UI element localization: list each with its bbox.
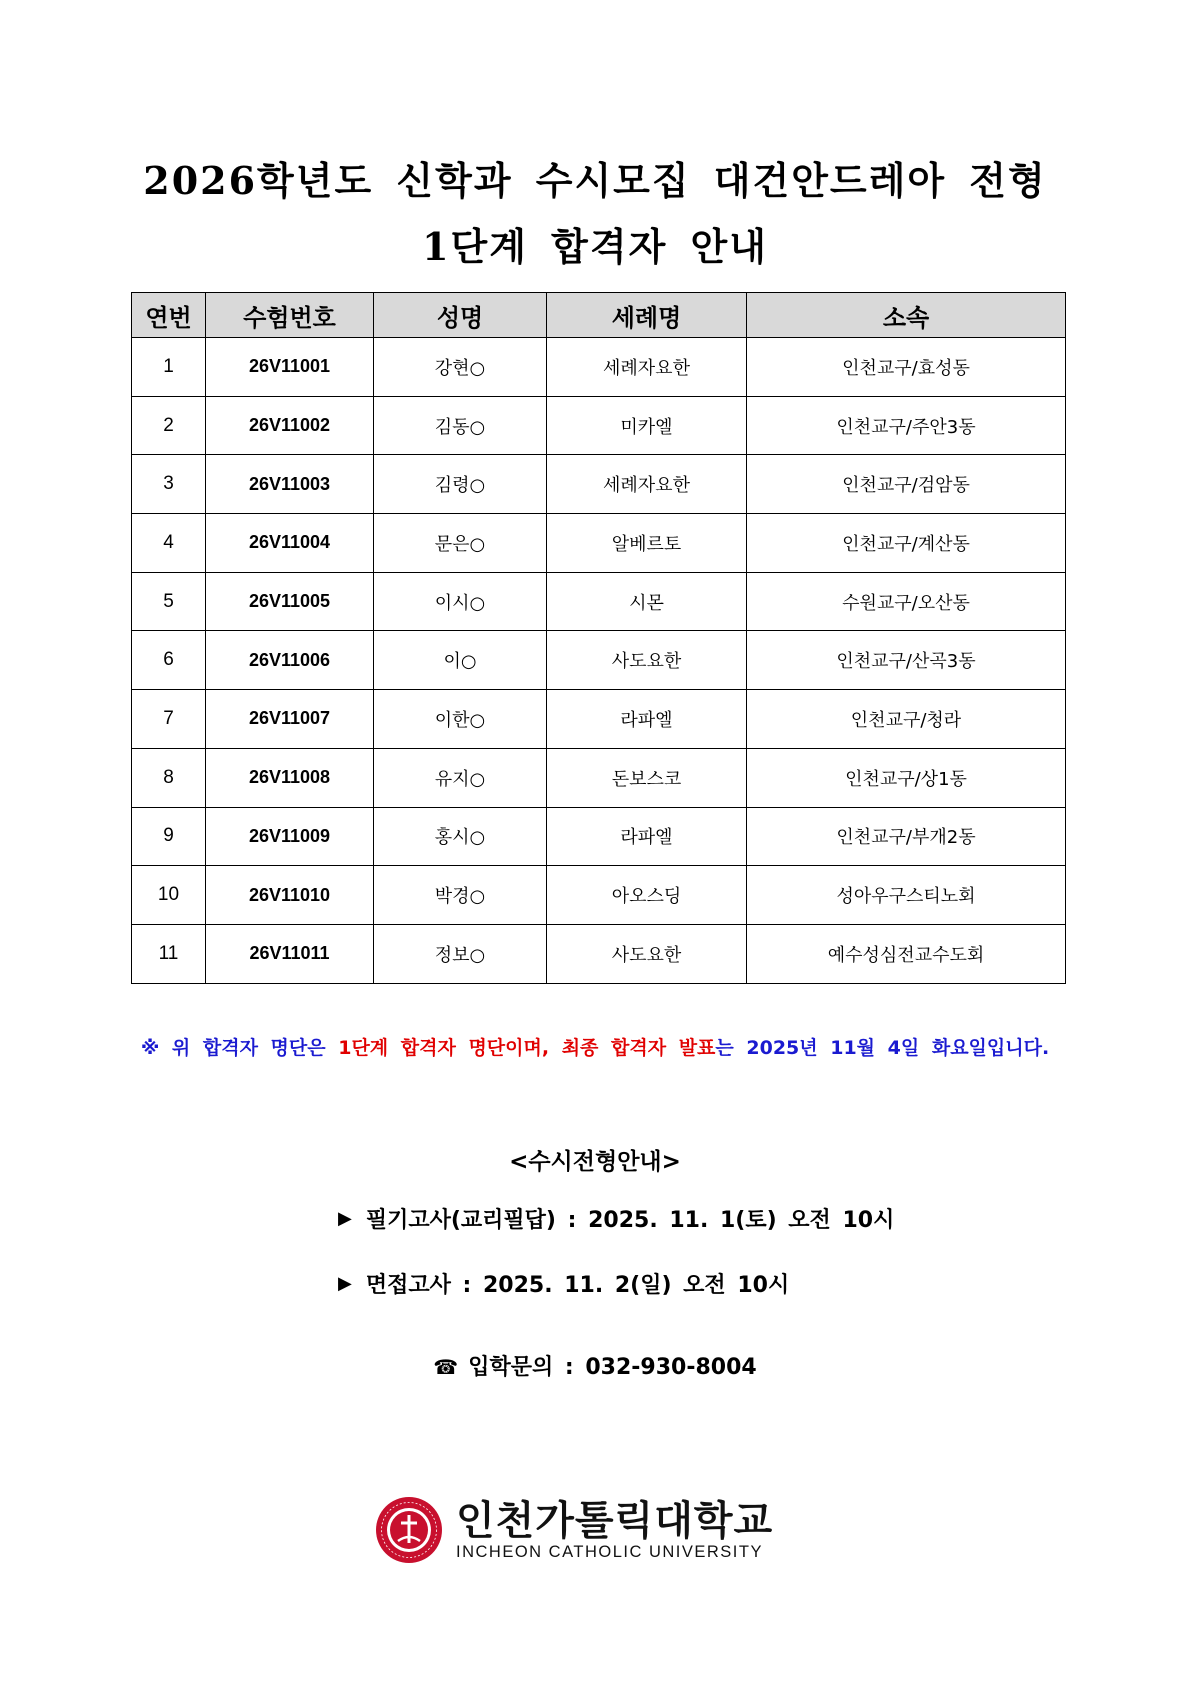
table-row (132, 396, 1066, 455)
row-exam-id: 26V11009 (206, 807, 374, 866)
row-number: 11 (132, 924, 206, 983)
row-exam-id: 26V11004 (206, 514, 374, 573)
row-baptismal-name: 알베르토 (547, 514, 747, 573)
guide-title: <수시전형안내> (509, 1149, 681, 1175)
notice-part3: 는 2025년 11월 4일 화요일입니다. (715, 1037, 1050, 1059)
notice-part1: ※ 위 합격자 명단은 (140, 1037, 339, 1059)
row-exam-id: 26V11001 (206, 338, 374, 397)
guide-item-text: 필기고사(교리필답) : 2025. 11. 1(토) 오전 10시 (365, 1208, 895, 1233)
header-name: 성명 (374, 293, 547, 338)
row-baptismal-name: 아오스딩 (547, 866, 747, 925)
row-affiliation: 수원교구/오산동 (747, 572, 1066, 631)
row-affiliation: 예수성심전교수도회 (747, 924, 1066, 983)
row-baptismal-name: 세례자요한 (547, 338, 747, 397)
guide-item-interview (338, 1268, 789, 1299)
telephone-icon: ☎ (433, 1355, 459, 1379)
table-row (132, 748, 1066, 807)
contact-text: 입학문의 : 032-930-8004 (468, 1355, 757, 1380)
row-number: 1 (132, 338, 206, 397)
university-seal-icon (374, 1495, 444, 1565)
row-affiliation: 인천교구/상1동 (747, 748, 1066, 807)
table-row (132, 807, 1066, 866)
table-header-row (132, 293, 1066, 338)
row-name: 김령○ (374, 455, 547, 514)
row-number: 10 (132, 866, 206, 925)
row-affiliation: 인천교구/검암동 (747, 455, 1066, 514)
row-affiliation: 인천교구/청라 (747, 690, 1066, 749)
row-name: 정보○ (374, 924, 547, 983)
row-baptismal-name: 미카엘 (547, 396, 747, 455)
row-affiliation: 인천교구/산곡3동 (747, 631, 1066, 690)
triangle-right-icon: ▶ (338, 1273, 352, 1294)
row-number: 6 (132, 631, 206, 690)
table-row (132, 572, 1066, 631)
header-no: 연번 (132, 293, 206, 338)
table-row (132, 455, 1066, 514)
row-baptismal-name: 세례자요한 (547, 455, 747, 514)
row-number: 2 (132, 396, 206, 455)
row-exam-id: 26V11008 (206, 748, 374, 807)
row-exam-id: 26V11011 (206, 924, 374, 983)
row-number: 4 (132, 514, 206, 573)
notice-text (0, 1033, 1190, 1060)
admission-list-table (131, 292, 1066, 984)
row-number: 5 (132, 572, 206, 631)
row-affiliation: 인천교구/효성동 (747, 338, 1066, 397)
row-name: 이시○ (374, 572, 547, 631)
row-number: 3 (132, 455, 206, 514)
header-affiliation: 소속 (747, 293, 1066, 338)
row-affiliation: 인천교구/계산동 (747, 514, 1066, 573)
row-affiliation: 인천교구/부개2동 (747, 807, 1066, 866)
row-name: 문은○ (374, 514, 547, 573)
row-baptismal-name: 사도요한 (547, 631, 747, 690)
row-name: 유지○ (374, 748, 547, 807)
table-row (132, 631, 1066, 690)
row-number: 7 (132, 690, 206, 749)
table-row (132, 338, 1066, 397)
row-exam-id: 26V11007 (206, 690, 374, 749)
row-baptismal-name: 돈보스코 (547, 748, 747, 807)
page-title-line1: 2026학년도 신학과 수시모집 대건안드레아 전형 (143, 158, 1047, 203)
row-baptismal-name: 사도요한 (547, 924, 747, 983)
row-name: 홍시○ (374, 807, 547, 866)
row-exam-id: 26V11005 (206, 572, 374, 631)
row-name: 이한○ (374, 690, 547, 749)
row-name: 김동○ (374, 396, 547, 455)
table-row (132, 690, 1066, 749)
university-logo (374, 1495, 773, 1565)
row-affiliation: 성아우구스티노회 (747, 866, 1066, 925)
header-exam-id: 수험번호 (206, 293, 374, 338)
row-baptismal-name: 라파엘 (547, 807, 747, 866)
row-exam-id: 26V11002 (206, 396, 374, 455)
row-exam-id: 26V11010 (206, 866, 374, 925)
table-row (132, 924, 1066, 983)
table-row (132, 866, 1066, 925)
logo-english-name: INCHEON CATHOLIC UNIVERSITY (456, 1543, 763, 1561)
table-row (132, 514, 1066, 573)
guide-item-text: 면접고사 : 2025. 11. 2(일) 오전 10시 (365, 1273, 790, 1298)
row-baptismal-name: 라파엘 (547, 690, 747, 749)
triangle-right-icon: ▶ (338, 1208, 352, 1229)
row-exam-id: 26V11006 (206, 631, 374, 690)
row-exam-id: 26V11003 (206, 455, 374, 514)
page-title-line2: 1단계 합격자 안내 (422, 224, 768, 269)
row-baptismal-name: 시몬 (547, 572, 747, 631)
logo-korean-name: 인천가톨릭대학교 (456, 1498, 774, 1544)
row-name: 강현○ (374, 338, 547, 397)
guide-item-written-exam (338, 1203, 894, 1234)
row-name: 박경○ (374, 866, 547, 925)
row-affiliation: 인천교구/주안3동 (747, 396, 1066, 455)
row-number: 8 (132, 748, 206, 807)
row-name: 이○ (374, 631, 547, 690)
notice-part2: 1단계 합격자 명단이며, 최종 합격자 발표 (338, 1037, 716, 1059)
contact-info (0, 1350, 1190, 1381)
header-baptismal-name: 세례명 (547, 293, 747, 338)
row-number: 9 (132, 807, 206, 866)
